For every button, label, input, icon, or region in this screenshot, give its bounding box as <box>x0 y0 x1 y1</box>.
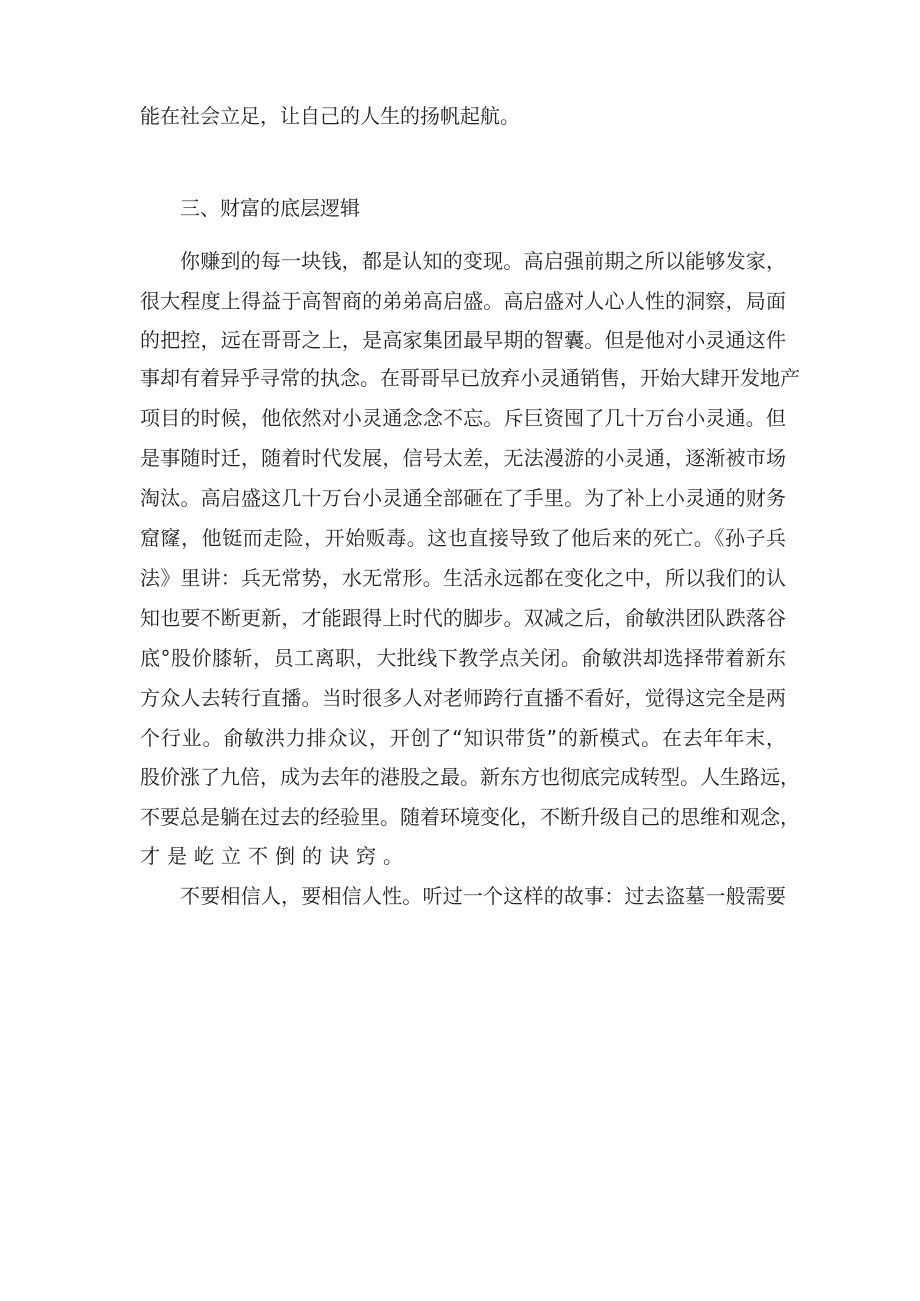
paragraph-line: 是事随时迁，随着时代发展，信号太差，无法漫游的小灵通，逐渐被市场 <box>140 446 786 470</box>
paragraph-line: 底°股价膝斩，员工离职，大批线下教学点关闭。俞敏洪却选择带着新东 <box>140 646 786 670</box>
paragraph-line: 方众人去转行直播。当时很多人对老师跨行直播不看好，觉得这完全是两 <box>140 686 786 710</box>
paragraph-line: 的把控，远在哥哥之上，是高家集团最早期的智囊。但是他对小灵通这件 <box>140 328 786 352</box>
paragraph-line: 知也要不断更新，才能跟得上时代的脚步。双减之后，俞敏洪团队跌落谷 <box>140 606 786 630</box>
paragraph-line: 你赚到的每一块钱，都是认知的变现。高启强前期之所以能够发家， <box>180 249 786 273</box>
paragraph-line: 淘汰。高启盛这几十万台小灵通全部砸在了手里。为了补上小灵通的财务 <box>140 486 786 510</box>
paragraph-line: 很大程度上得益于高智商的弟弟高启盛。高启盛对人心人性的洞察，局面 <box>140 289 786 313</box>
paragraph-line: 事却有着异乎寻常的执念。在哥哥早已放弃小灵通销售，开始大肆开发地产 <box>140 366 800 390</box>
paragraph-line: 法》里讲：兵无常势，水无常形。生活永远都在变化之中，所以我们的认 <box>140 566 786 590</box>
paragraph-line: 个行业。俞敏洪力排众议，开创了“知识带货”的新模式。在去年年末， <box>140 726 786 750</box>
paragraph-line: 股价涨了九倍，成为去年的港股之最。新东方也彻底完成转型。人生路远， <box>140 765 800 789</box>
paragraph-line: 项目的时候，他依然对小灵通念念不忘。斥巨资囤了几十万台小灵通。但 <box>140 406 786 430</box>
paragraph-line: 不要相信人，要相信人性。听过一个这样的故事：过去盗墓一般需要 <box>180 884 786 908</box>
carryover-line: 能在社会立足，让自己的人生的扬帆起航。 <box>140 104 520 128</box>
paragraph-line: 窟窿，他铤而走险，开始贩毒。这也直接导致了他后来的死亡。《孙子兵 <box>140 526 786 550</box>
paragraph-line: 才是屹立不倒的诀窍。 <box>140 844 410 868</box>
section-heading: 三、财富的底层逻辑 <box>180 196 360 220</box>
paragraph-line: 不要总是躺在过去的经验里。随着环境变化，不断升级自己的思维和观念， <box>140 805 800 829</box>
